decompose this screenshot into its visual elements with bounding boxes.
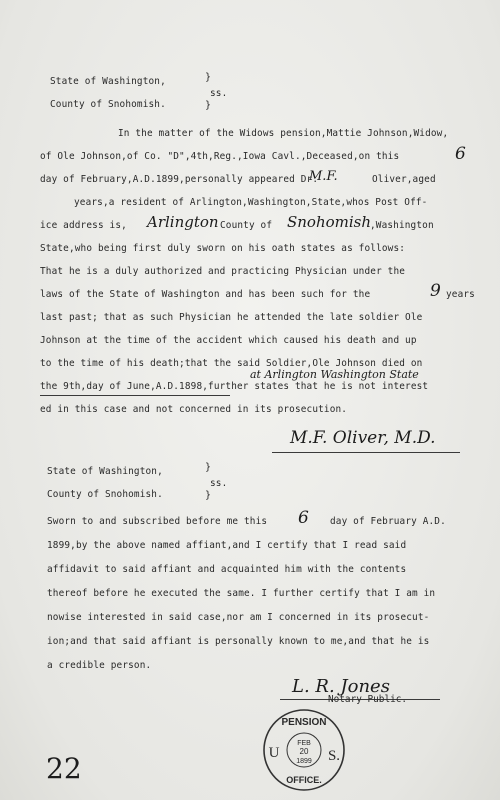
- notary-signature: L. R. Jones: [292, 676, 390, 697]
- page-number: 22: [46, 752, 82, 785]
- stamp-top: PENSION: [281, 717, 327, 728]
- stamp-month: FEB: [297, 740, 311, 747]
- stamp-day: 20: [299, 747, 309, 756]
- jurat-line-4: thereof before he executed the same. I further certify that I am in: [47, 588, 436, 599]
- venue-ss: ss.: [210, 88, 228, 99]
- jurat-line-5: nowise interested in said case,nor am I concerned in its prosecut-: [47, 612, 430, 623]
- physician-signature: M.F. Oliver, M.D.: [290, 428, 436, 448]
- handwritten-years: 9: [430, 281, 441, 301]
- handwritten-initials: M.F.: [309, 169, 338, 184]
- body-line-8-end: years: [446, 289, 475, 300]
- pension-office-stamp: [262, 708, 346, 792]
- body-line-2: of Ole Johnson,of Co. "D",4th,Reg.,Iowa Cavl.,Deceased,on this: [40, 151, 400, 162]
- notary-caption: Notary Public.: [328, 694, 408, 705]
- body-line-9: last past; that as such Physician he attended the late soldier Ole: [40, 312, 423, 323]
- body-line-3-end: Oliver,aged: [372, 174, 436, 185]
- handwritten-day-1: 6: [455, 144, 466, 164]
- jurat-line-7: a credible person.: [47, 660, 152, 671]
- body-line-12: the 9th,day of June,A.D.1898,further states that he is not interest: [40, 381, 429, 392]
- body-line-6: State,who being first duly sworn on his oath states as follows:: [40, 243, 406, 254]
- venue-bracket-bottom: }: [205, 100, 212, 111]
- venue2-county: County of Snohomish.: [47, 489, 163, 500]
- signature-line: [272, 452, 460, 453]
- stamp-right: S.: [327, 748, 341, 764]
- body-line-5-mid: County of: [220, 220, 273, 231]
- stamp-bottom: OFFICE.: [286, 775, 322, 785]
- venue-state: State of Washington,: [50, 76, 166, 87]
- body-line-3: day of February,A.D.1899,personally appeared Dr.: [40, 174, 319, 185]
- body-line-1: In the matter of the Widows pension,Mattie Johnson,Widow,: [118, 128, 449, 139]
- venue2-bracket-bottom: }: [205, 490, 212, 501]
- handwritten-county: Snohomish: [287, 213, 372, 231]
- handwritten-day-2: 6: [298, 508, 309, 528]
- death-date-underline: [40, 395, 230, 396]
- venue2-ss: ss.: [210, 478, 228, 489]
- body-line-13: ed in this case and not concerned in its prosecution.: [40, 404, 348, 415]
- body-line-10: Johnson at the time of the accident which caused his death and up: [40, 335, 417, 346]
- handwritten-town: Arlington: [147, 213, 219, 231]
- jurat-line-2: 1899,by the above named affiant,and I certify that I read said: [47, 540, 407, 551]
- jurat-line-3: affidavit to said affiant and acquainted him with the contents: [47, 564, 407, 575]
- body-line-8: laws of the State of Washington and has been such for the: [40, 289, 371, 300]
- jurat-line-1: Sworn to and subscribed before me this: [47, 516, 268, 527]
- jurat-line-1-end: day of February A.D.: [330, 516, 446, 527]
- body-line-11: to the time of his death;that the said Soldier,Ole Johnson died on: [40, 358, 423, 369]
- body-line-5-start: ice address is,: [40, 220, 127, 231]
- jurat-line-6: ion;and that said affiant is personally known to me,and that he is: [47, 636, 430, 647]
- body-line-4: years,a resident of Arlington,Washington,State,whos Post Off-: [74, 197, 428, 208]
- body-line-7: That he is a duly authorized and practicing Physician under the: [40, 266, 406, 277]
- venue-bracket-top: }: [205, 72, 212, 83]
- venue2-state: State of Washington,: [47, 466, 163, 477]
- stamp-left: U: [268, 745, 280, 761]
- venue-county: County of Snohomish.: [50, 99, 166, 110]
- venue2-bracket-top: }: [205, 462, 212, 473]
- body-line-5-end: ,Washington: [370, 220, 434, 231]
- stamp-year: 1899: [296, 758, 312, 765]
- handwritten-insert: at Arlington Washington State: [250, 368, 419, 381]
